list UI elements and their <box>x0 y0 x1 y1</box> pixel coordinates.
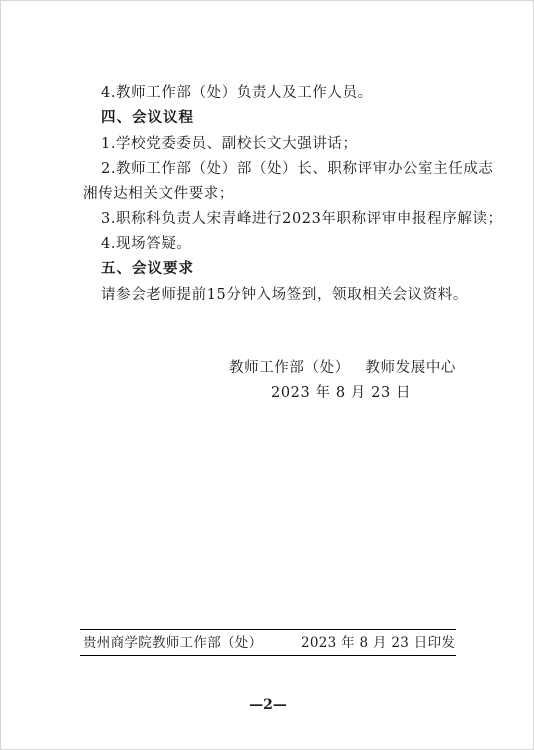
signature-departments: 教师工作部（处） 教师发展中心 <box>229 360 457 376</box>
agenda-item-2: 2.教师工作部（处）部（处）长、职称评审办公室主任成志 <box>101 161 494 177</box>
signature-date: 2023 年 8 月 23 日 <box>271 385 412 401</box>
body-line-1: 4.教师工作部（处）负责人及工作人员。 <box>101 85 373 101</box>
agenda-item-2-continued: 湘传达相关文件要求； <box>83 186 234 202</box>
agenda-item-4: 4.现场答疑。 <box>101 236 192 252</box>
footer-bottom-rule <box>80 655 456 656</box>
agenda-item-1: 1.学校党委委员、副校长文大强讲话； <box>101 136 358 152</box>
section-heading-requirements: 五、会议要求 <box>101 261 194 277</box>
requirement-text: 请参会老师提前15分钟入场签到，领取相关会议资料。 <box>101 287 468 303</box>
page-number: —2— <box>249 697 287 713</box>
footer-top-rule <box>80 629 456 630</box>
footer-issuer: 贵州商学院教师工作部（处） <box>83 635 263 651</box>
agenda-item-3: 3.职称科负责人宋青峰进行2023年职称评审申报程序解读； <box>101 211 503 227</box>
section-heading-agenda: 四、会议议程 <box>101 110 194 126</box>
footer-print-date: 2023 年 8 月 23 日印发 <box>301 635 456 651</box>
